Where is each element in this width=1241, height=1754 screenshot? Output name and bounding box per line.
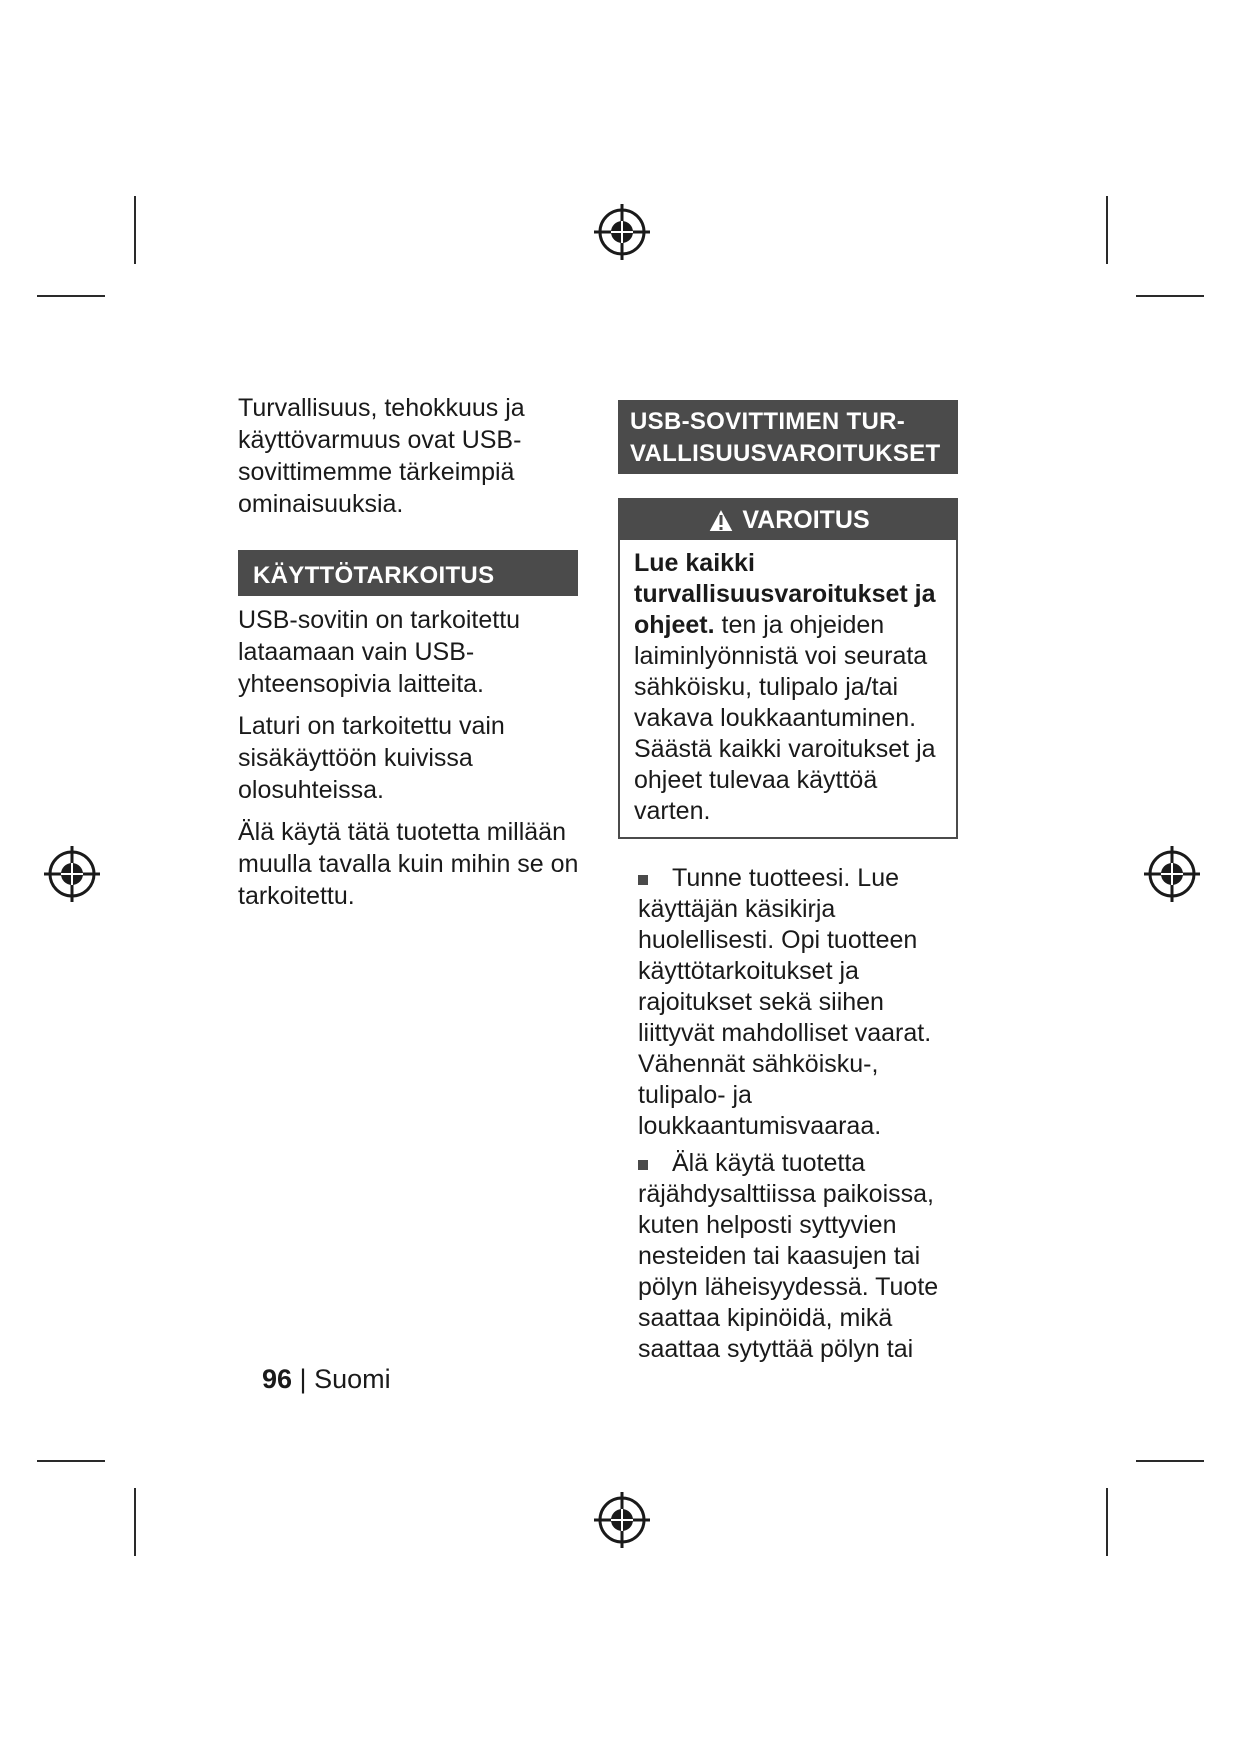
warning-header: [620, 500, 956, 540]
warning-text: ten ja ohjeiden laiminlyönnistä voi seurata sähköisku, tulipalo ja/tai vakava loukkaantuminen. Säästä kaikki varoitukset ja ohjeet tulevaa käyttöä varten.: [634, 611, 936, 825]
bullet-square-icon: [638, 1160, 648, 1170]
warning-triangle-icon: [706, 506, 736, 534]
page-footer: [262, 1364, 391, 1395]
purpose-paragraph: Laturi on tarkoitettu vain sisäkäyttöön kuivissa olosuhteissa.: [238, 712, 505, 804]
crop-mark: [134, 196, 136, 264]
right-column: [618, 400, 958, 1371]
crop-mark: [37, 1460, 105, 1462]
list-item: Älä käytä tuotetta räjähdysalttiissa paikoissa, kuten helposti syttyvien nesteiden tai kaasujen tai pölyn läheisyydessä. Tuote saattaa kipinöidä, mikä saattaa sytyttää pölyn tai: [638, 1149, 939, 1363]
purpose-paragraph: USB-sovitin on tarkoitettu lataamaan vain USB-yhteensopivia laitteita.: [238, 606, 521, 698]
bullet-square-icon: [638, 875, 648, 885]
footer-separator: |: [292, 1364, 315, 1394]
section-heading-purpose: KÄYTTÖTARKOITUS: [238, 550, 578, 596]
registration-mark-icon: [40, 842, 104, 906]
crop-mark: [1106, 1488, 1108, 1556]
warning-bold-text: Lue kaikki turvallisuusvaroitukset ja ohjeet.: [634, 549, 936, 639]
section-heading-safety: USB-SOVITTIMEN TUR-VALLISUUSVAROITUKSET: [618, 400, 958, 474]
warning-box: [618, 498, 958, 839]
list-item: Tunne tuotteesi. Lue käyttäjän käsikirja huolellisesti. Opi tuotteen käyttötarkoitukset ja rajoitukset sekä siihen liittyvät mahdolliset vaarat. Vähennät sähköisku-, tulipalo- ja loukkaantumisvaaraa.: [638, 864, 932, 1140]
crop-mark: [134, 1488, 136, 1556]
crop-mark: [1106, 196, 1108, 264]
safety-bullet-list: [618, 863, 958, 1365]
crop-mark: [1136, 295, 1204, 297]
registration-mark-icon: [1140, 842, 1204, 906]
warning-body: [620, 540, 956, 837]
left-column: [238, 392, 580, 912]
crop-mark: [1136, 1460, 1204, 1462]
purpose-paragraph: Älä käytä tätä tuotetta millään muulla tavalla kuin mihin se on tarkoitettu.: [238, 818, 579, 910]
warning-title: VAROITUS: [742, 505, 870, 534]
intro-paragraph: Turvallisuus, tehokkuus ja käyttövarmuus ovat USB-sovittimemme tärkeimpiä ominaisuuksia.: [238, 394, 525, 518]
crop-mark: [37, 295, 105, 297]
footer-language: Suomi: [314, 1364, 391, 1394]
registration-mark-icon: [590, 200, 654, 264]
registration-mark-icon: [590, 1488, 654, 1552]
page-number: 96: [262, 1364, 293, 1394]
